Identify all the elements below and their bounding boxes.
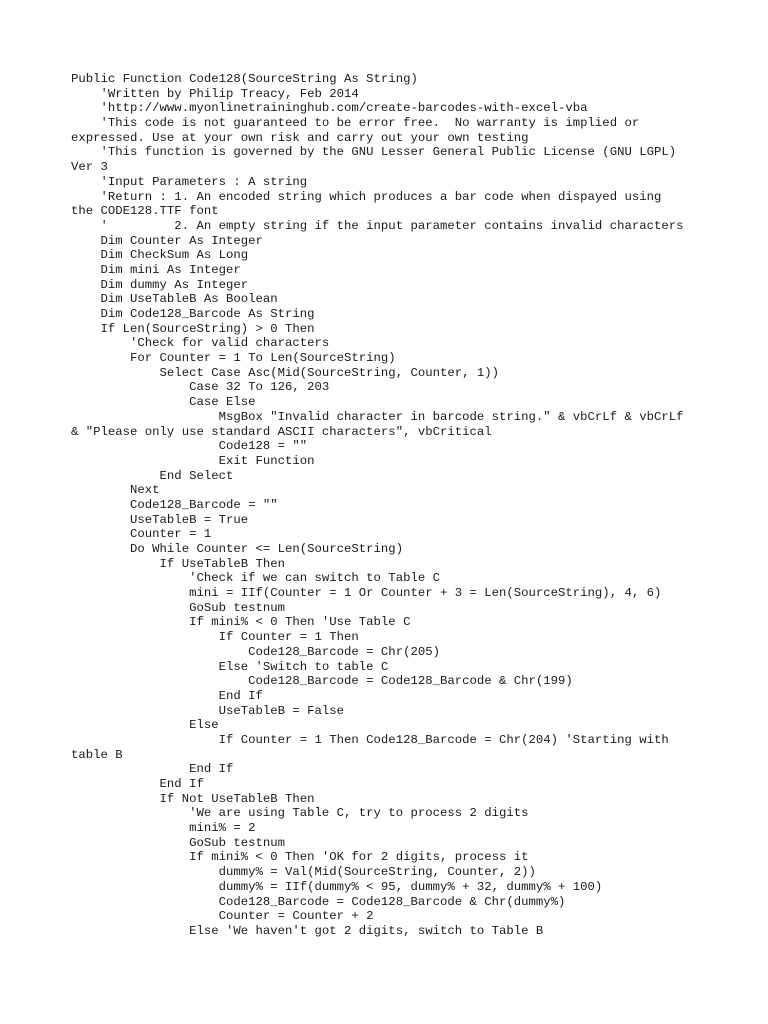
code-line: Exit Function bbox=[71, 453, 315, 468]
vba-code-listing bbox=[71, 72, 701, 939]
code-line: Case 32 To 126, 203 bbox=[71, 380, 330, 395]
code-line: Next bbox=[71, 483, 160, 498]
code-line: Dim dummy As Integer bbox=[71, 277, 249, 292]
code-line: Dim CheckSum As Long bbox=[71, 248, 249, 263]
code-line: mini% = 2 bbox=[71, 821, 256, 836]
code-line: For Counter = 1 To Len(SourceString) bbox=[71, 351, 396, 366]
code-line: Select Case Asc(Mid(SourceString, Counter, 1)) bbox=[71, 365, 500, 380]
code-line: End If bbox=[71, 762, 234, 777]
code-line: 'http://www.myonlinetraininghub.com/create-barcodes-with-excel-vba bbox=[71, 101, 588, 116]
code-line: If Not UseTableB Then bbox=[71, 791, 315, 806]
code-line: Code128_Barcode = Code128_Barcode & Chr(199) bbox=[71, 674, 573, 689]
code-line: Dim Counter As Integer bbox=[71, 233, 263, 248]
code-line: Else 'We haven't got 2 digits, switch to Table B bbox=[71, 923, 544, 938]
code-line: 'Written by Philip Treacy, Feb 2014 bbox=[71, 86, 359, 101]
code-line: Case Else bbox=[71, 395, 256, 410]
code-line: table B bbox=[71, 747, 123, 762]
code-line: the CODE128.TTF font bbox=[71, 204, 219, 219]
code-line: If mini% < 0 Then 'OK for 2 digits, process it bbox=[71, 850, 529, 865]
code-line: If Counter = 1 Then Code128_Barcode = Chr(204) 'Starting with bbox=[71, 732, 669, 747]
code-line: 'Check for valid characters bbox=[71, 336, 330, 351]
code-line: Do While Counter <= Len(SourceString) bbox=[71, 542, 404, 556]
code-line: expressed. Use at your own risk and carry out your own testing bbox=[71, 130, 529, 145]
code-line: 'This code is not guaranteed to be error free. No warranty is implied or bbox=[71, 116, 640, 131]
code-line: GoSub testnum bbox=[71, 835, 286, 850]
code-line: Dim Code128_Barcode As String bbox=[71, 307, 315, 321]
code-line: If Len(SourceString) > 0 Then bbox=[71, 321, 315, 336]
code-line: Code128 = "" bbox=[71, 439, 308, 454]
code-line: GoSub testnum bbox=[71, 600, 286, 615]
code-line: Ver 3 bbox=[71, 160, 108, 175]
code-line: MsgBox "Invalid character in barcode string." & vbCrLf & vbCrLf bbox=[71, 409, 684, 424]
code-line: 'This function is governed by the GNU Lesser General Public License (GNU LGPL) bbox=[71, 145, 677, 160]
code-line: 'Input Parameters : A string bbox=[71, 174, 308, 189]
code-line: dummy% = Val(Mid(SourceString, Counter, 2)) bbox=[71, 865, 536, 880]
code-line: End Select bbox=[71, 468, 234, 483]
code-line: dummy% = IIf(dummy% < 95, dummy% + 32, dummy% + 100) bbox=[71, 879, 603, 894]
code-line: Code128_Barcode = "" bbox=[71, 497, 278, 512]
code-line: 'Return : 1. An encoded string which produces a bar code when dispayed using bbox=[71, 189, 662, 204]
code-line: Dim UseTableB As Boolean bbox=[71, 292, 278, 307]
code-line: Dim mini As Integer bbox=[71, 262, 241, 277]
code-line: & "Please only use standard ASCII characters", vbCritical bbox=[71, 424, 492, 439]
code-line: Counter = Counter + 2 bbox=[71, 909, 374, 924]
code-line: Code128_Barcode = Code128_Barcode & Chr(dummy%) bbox=[71, 894, 566, 909]
code-line: End If bbox=[71, 688, 263, 703]
code-line: Public Function Code128(SourceString As String) bbox=[71, 72, 418, 86]
code-line: Else bbox=[71, 718, 219, 733]
code-line: Counter = 1 bbox=[71, 527, 212, 542]
code-line: End If bbox=[71, 777, 204, 791]
code-line: mini = IIf(Counter = 1 Or Counter + 3 = Len(SourceString), 4, 6) bbox=[71, 586, 662, 601]
code-line: If Counter = 1 Then bbox=[71, 630, 359, 645]
code-line: Code128_Barcode = Chr(205) bbox=[71, 644, 440, 659]
code-line: Else 'Switch to table C bbox=[71, 659, 389, 674]
code-line: If mini% < 0 Then 'Use Table C bbox=[71, 615, 411, 630]
code-line: UseTableB = False bbox=[71, 703, 345, 718]
code-line: If UseTableB Then bbox=[71, 556, 286, 571]
code-line: ' 2. An empty string if the input parameter contains invalid characters bbox=[71, 218, 684, 233]
code-line: 'We are using Table C, try to process 2 digits bbox=[71, 806, 529, 821]
code-line: UseTableB = True bbox=[71, 512, 249, 527]
code-line: 'Check if we can switch to Table C bbox=[71, 571, 440, 586]
